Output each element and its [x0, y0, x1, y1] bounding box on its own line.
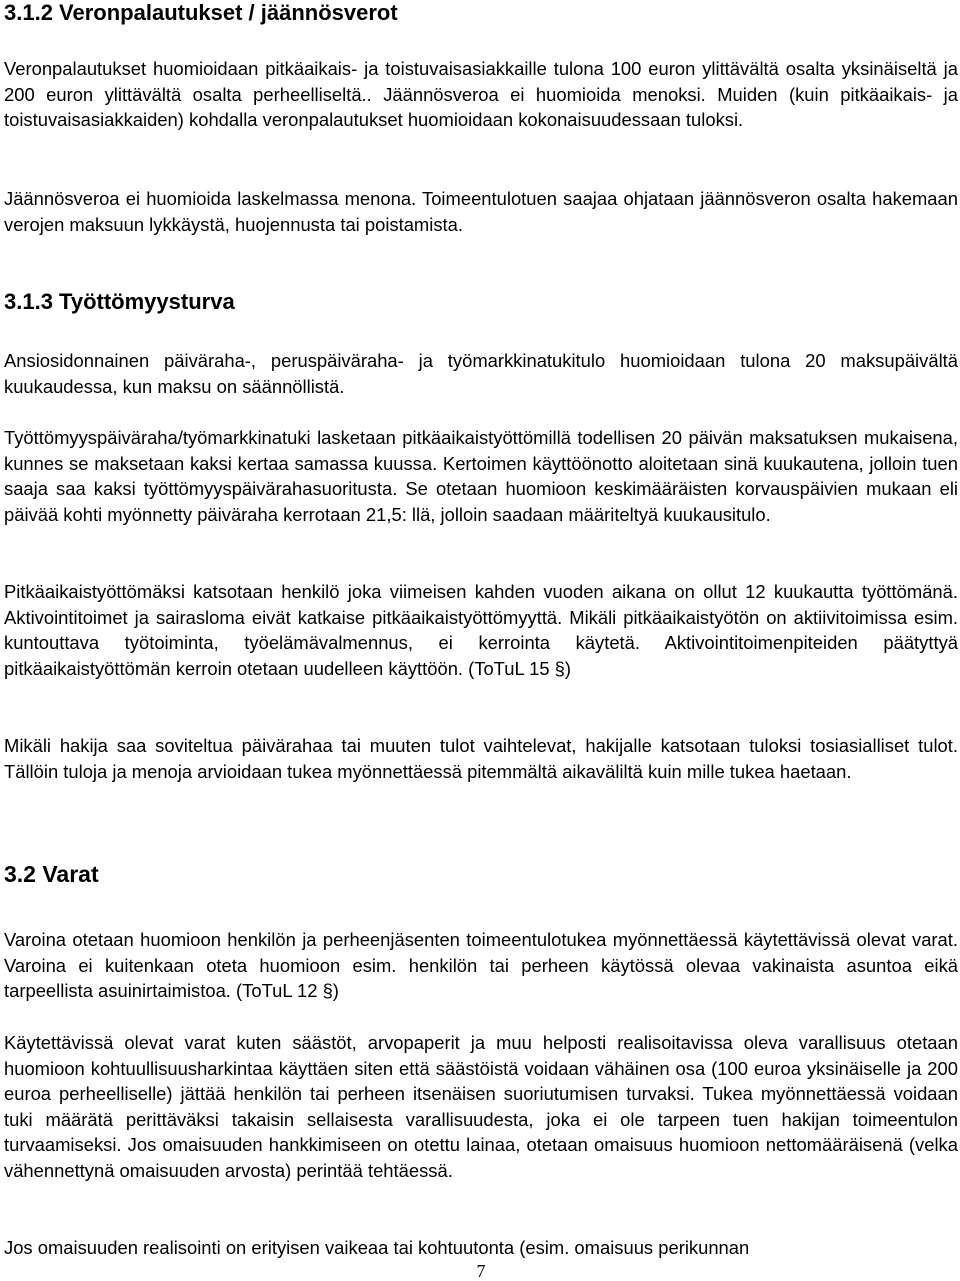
section-heading-3-2: 3.2 Varat [4, 861, 99, 887]
paragraph-text: Käytettävissä olevat varat kuten säästöt, arvopaperit ja muu helposti realisoitavissa oleva varallisuus otetaan huomioon kohtuullisuusharkintaa käyttäen siten että säästöistä voidaan vähäinen osa (100 euroa yksinäiselle ja 200 euroa perheelliselle) jättää henkilön tai perheen itsenäisen suoriutumisen turvaksi. Tukea myönnettäessä voidaan tuki määrätä perittäväksi takaisin sellaisesta varallisuudesta, joka ei ole tarpeen tuen hakijan toimeentulon turvaamiseksi. Jos omaisuuden hankkimiseen on otettu lainaa, otetaan omaisuus huomioon nettomääräisenä (velka vähennettynä omaisuuden arvosta) perintää tehtäessä. [4, 1032, 958, 1181]
paragraph-text: Varoina otetaan huomioon henkilön ja perheenjäsenten toimeentulotukea myönnettäessä käytettävissä olevat varat. Varoina ei kuitenkaan oteta huomioon esim. henkilön tai perheen käytössä olevaa vakinaista asuntoa eikä tarpeellista asuinirtaimistoa. (ToTuL 12 §) [4, 929, 958, 1002]
paragraph-available-assets [4, 1030, 958, 1184]
paragraph-text: Veronpalautukset huomioidaan pitkäaikais- ja toistuvaisasiakkaille tulona 100 euron ylittävältä osalta yksinäiseltä ja 200 euron ylittävältä osalta perheelliseltä.. Jäännösveroa ei huomioida menoksi. Muiden (kuin pitkäaikais- ja toistuvaisasiakkaiden) kohdalla veronpalautukset huomioidaan kokonaisuudessaan tuloksi. [4, 58, 958, 131]
section-heading-3-1-3: 3.1.3 Työttömyysturva [4, 289, 235, 314]
paragraph-adjusted-allowance [4, 733, 958, 784]
paragraph-text: Pitkäaikaistyöttömäksi katsotaan henkilö joka viimeisen kahden vuoden aikana on ollut 12 kuukautta työttömänä. Aktivointitoimet ja sairasloma eivät katkaise pitkäaikaistyöttömyyttä. Mikäli pitkäaikaistyötön on aktiivitoimissa esim. kuntouttava työtoiminta, työelämävalmennus, ei kerrointa käytetä. Aktivointitoimenpiteiden päätyttyä pitkäaikaistyöttömän kerroin otetaan uudelleen käyttöön. (ToTuL 15 §) [4, 581, 958, 679]
paragraph-residual-tax [4, 186, 958, 237]
paragraph-assets-definition [4, 927, 958, 1004]
paragraph-text: Jos omaisuuden realisointi on erityisen vaikeaa tai kohtuutonta (esim. omaisuus perikunnan [4, 1237, 750, 1258]
page-number: 7 [476, 1261, 486, 1281]
paragraph-text: Ansiosidonnainen päiväraha-, peruspäiväraha- ja työmarkkinatukitulo huomioidaan tulona 20 maksupäivältä kuukaudessa, kun maksu on säännöllistä. [4, 350, 958, 397]
paragraph-long-term-unemployed [4, 579, 958, 681]
paragraph-text: Työttömyyspäiväraha/työmarkkinatuki lasketaan pitkäaikaistyöttömillä todellisen 20 päivän maksatuksen mukaisena, kunnes se maksetaan kaksi kertaa samassa kuussa. Kertoimen käyttöönotto aloitetaan sinä kuukautena, jolloin tuen saaja saa kaksi työttömyyspäivärahasuoritusta. Se otetaan huomioon keskimääräisten korvauspäivien mukaan eli päivää kohti myönnetty päiväraha kerrotaan 21,5: llä, jolloin saadaan määriteltyä kuukausitulo. [4, 427, 958, 525]
paragraph-unemployment-calculation [4, 425, 958, 527]
paragraph-tax-refunds [4, 56, 958, 133]
paragraph-asset-realisation [4, 1235, 958, 1261]
section-heading-3-1-2: 3.1.2 Veronpalautukset / jäännösverot [4, 0, 398, 25]
paragraph-text: Mikäli hakija saa soviteltua päivärahaa tai muuten tulot vaihtelevat, hakijalle katsotaan tuloksi tosiasialliset tulot. Tällöin tuloja ja menoja arvioidaan tukea myönnettäessä pitemmältä aikaväliltä kuin mille tukea haetaan. [4, 735, 958, 782]
paragraph-earnings-related-allowance [4, 348, 958, 399]
paragraph-text: Jäännösveroa ei huomioida laskelmassa menona. Toimeentulotuen saajaa ohjataan jäännösveron osalta hakemaan verojen maksuun lykkäystä, huojennusta tai poistamista. [4, 188, 958, 235]
